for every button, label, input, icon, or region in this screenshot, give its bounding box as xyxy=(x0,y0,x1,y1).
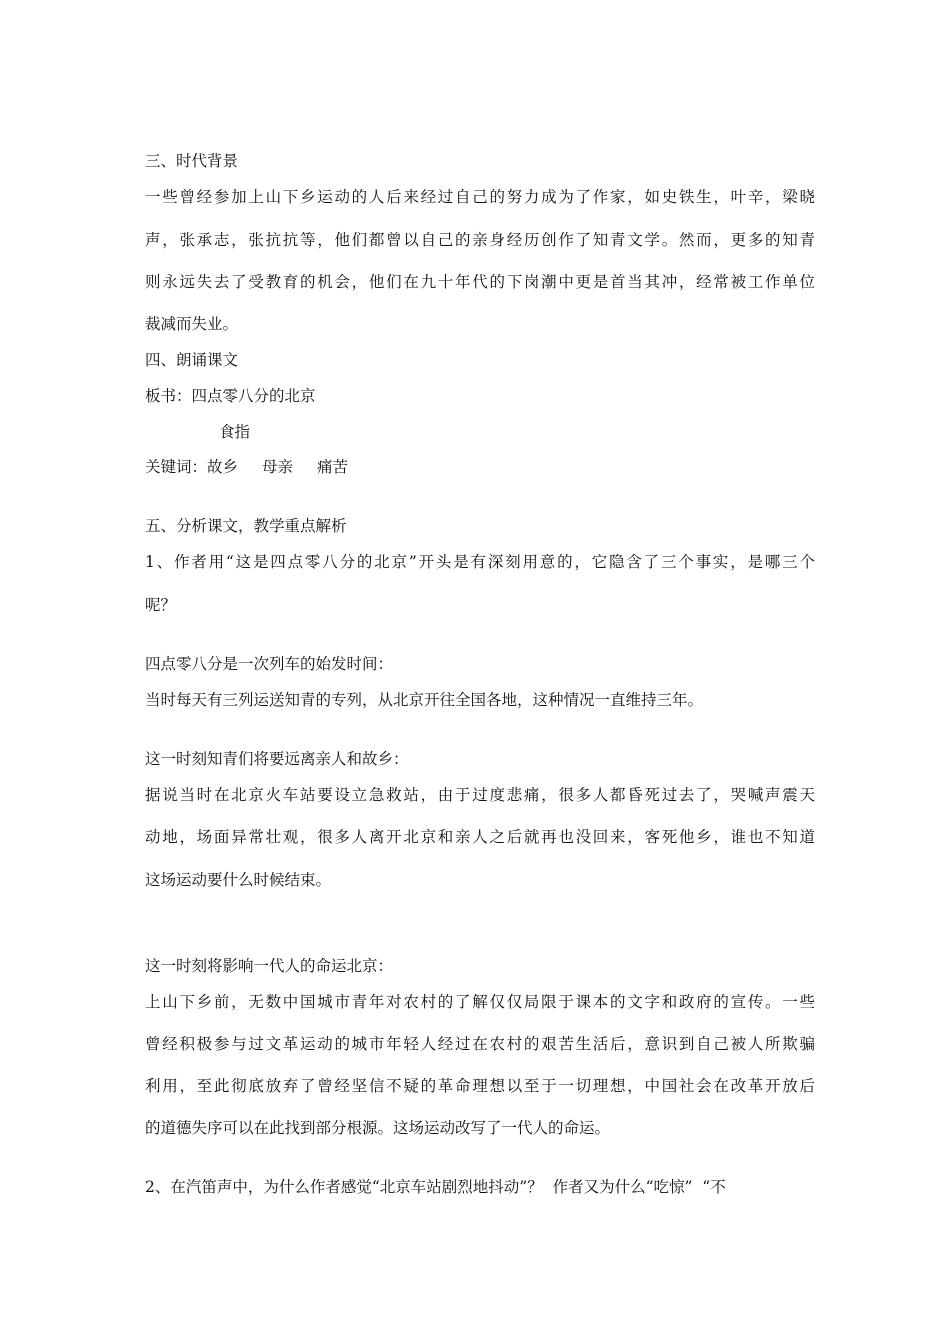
question-2-line: 2、在汽笛声中，为什么作者感觉“北京车站剧烈地抖动”？ 作者又为什么“吃惊” “不 xyxy=(145,1178,726,1196)
paragraph-line: 上山下乡前，无数中国城市青年对农村的了解仅仅局限于课本的文字和政府的宣传。一些 xyxy=(145,993,815,1011)
section-3-heading: 三、时代背景 xyxy=(145,152,239,170)
keyword-label: 关键词：故乡 xyxy=(145,458,239,476)
fact-2-title: 这一时刻知青们将要远离亲人和故乡： xyxy=(145,750,409,768)
paragraph-line: 则永远失去了受教育的机会，他们在九十年代的下岗潮中更是首当其冲，经常被工作单位 xyxy=(145,273,815,291)
question-1-line: 呢？ xyxy=(145,596,177,614)
fact-1-title: 四点零八分是一次列车的始发时间： xyxy=(145,655,394,673)
paragraph-line: 据说当时在北京火车站要设立急救站，由于过度悲痛，很多人都昏死过去了，哭喊声震天 xyxy=(145,786,815,804)
paragraph-line: 动地，场面异常壮观，很多人离开北京和亲人之后就再也没回来，客死他乡，谁也不知道 xyxy=(145,828,815,846)
question-1-line: 1、作者用“这是四点零八分的北京”开头是有深刻用意的，它隐含了三个事实，是哪三个 xyxy=(145,553,815,571)
keyword-pain: 痛苦 xyxy=(317,458,349,476)
paragraph-line: 一些曾经参加上山下乡运动的人后来经过自己的努力成为了作家，如史铁生，叶辛，梁晓 xyxy=(145,188,815,206)
paragraph-line: 声，张承志，张抗抗等，他们都曾以自己的亲身经历创作了知青文学。然而，更多的知青 xyxy=(145,231,815,249)
fact-1-body: 当时每天有三列运送知青的专列，从北京开往全国各地，这种情况一直维持三年。 xyxy=(145,691,704,709)
paragraph-line: 裁减而失业。 xyxy=(145,315,239,333)
paragraph-line: 的道德失序可以在此找到部分根源。这场运动改写了一代人的命运。 xyxy=(145,1119,611,1137)
keyword-mother: 母亲 xyxy=(262,458,294,476)
board-author: 食指 xyxy=(219,423,251,441)
paragraph-line: 曾经积极参与过文革运动的城市年轻人经过在农村的艰苦生活后，意识到自己被人所欺骗 xyxy=(145,1035,815,1053)
paragraph-line: 这场运动要什么时候结束。 xyxy=(145,871,332,889)
section-4-heading: 四、朗诵课文 xyxy=(145,351,239,369)
fact-3-title: 这一时刻将影响一代人的命运北京： xyxy=(145,957,394,975)
section-5-heading: 五、分析课文，教学重点解析 xyxy=(145,517,347,535)
board-keywords xyxy=(145,457,815,477)
board-title: 板书：四点零八分的北京 xyxy=(145,387,316,405)
paragraph-line: 利用，至此彻底放弃了曾经坚信不疑的革命理想以至于一切理想，中国社会在改革开放后 xyxy=(145,1077,815,1095)
